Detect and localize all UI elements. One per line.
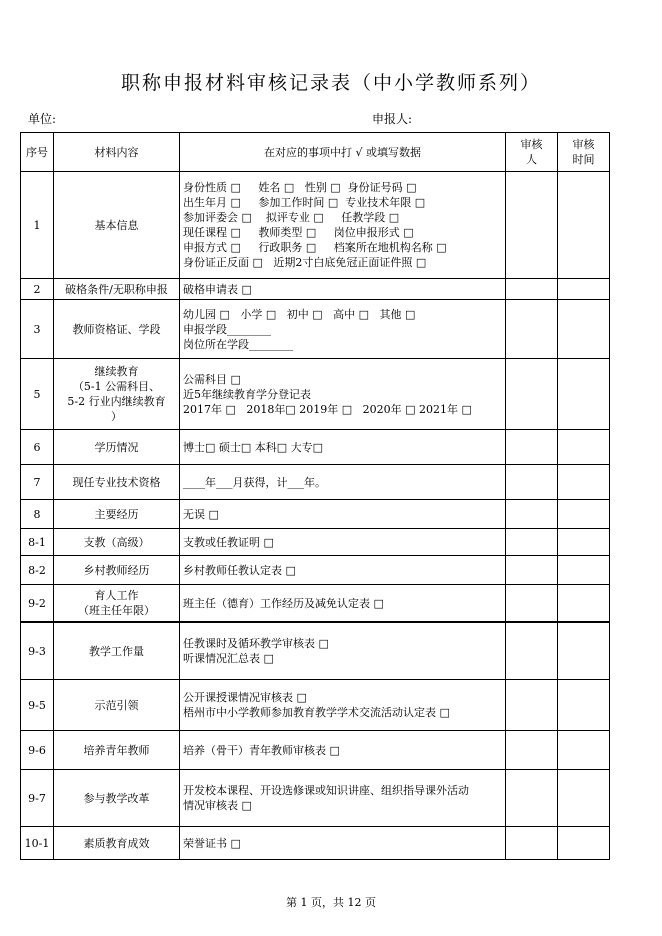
reviewer-cell[interactable]	[506, 827, 558, 860]
detail-line: 现任课程 □ 教师类型 □ 岗位申报形式 □	[183, 226, 414, 239]
row-seq: 9-3	[21, 622, 54, 680]
header-instruction: 在对应的事项中打 √ 或填写数据	[180, 133, 506, 172]
row-detail	[180, 622, 506, 680]
reviewer-cell[interactable]	[506, 172, 558, 279]
reviewer-cell[interactable]	[506, 300, 558, 359]
row-content: 继续教育 （5-1 公需科目、 5-2 行业内继续教育 ）	[54, 359, 180, 430]
row-content: 基本信息	[54, 172, 180, 279]
review-time-cell[interactable]	[558, 465, 610, 500]
row-content: 教师资格证、学段	[54, 300, 180, 359]
reviewer-cell[interactable]	[506, 556, 558, 585]
detail-line: 破格申请表 □	[183, 282, 252, 296]
row-detail	[180, 500, 506, 529]
row-content: 教学工作量	[54, 622, 180, 680]
detail-line: 博士□ 硕士□ 本科□ 大专□	[183, 440, 324, 454]
review-time-cell[interactable]	[558, 585, 610, 623]
row-detail	[180, 529, 506, 556]
row-detail	[180, 430, 506, 465]
table-row	[21, 430, 610, 465]
reviewer-cell[interactable]	[506, 465, 558, 500]
detail-line: 公开课授课情况审核表 □	[183, 691, 307, 704]
row-detail	[180, 827, 506, 860]
review-time-cell[interactable]	[558, 172, 610, 279]
review-time-cell[interactable]	[558, 556, 610, 585]
reviewer-cell[interactable]	[506, 359, 558, 430]
detail-line: ____年___月获得，计___年。	[183, 475, 326, 489]
reporter-label: 申报人:	[372, 112, 413, 126]
header-content: 材料内容	[54, 133, 180, 172]
detail-line: 培养（骨干）青年教师审核表 □	[183, 743, 340, 757]
row-seq: 8-2	[21, 556, 54, 585]
review-time-cell[interactable]	[558, 279, 610, 300]
reviewer-cell[interactable]	[506, 585, 558, 623]
table-row	[21, 585, 610, 623]
row-seq: 8-1	[21, 529, 54, 556]
row-content: 育人工作 （班主任年限）	[54, 585, 180, 623]
detail-line: 2017年 □ 2018年□ 2019年 □ 2020年 □ 2021年 □	[183, 402, 472, 416]
table-row	[21, 731, 610, 770]
row-seq: 1	[21, 172, 54, 279]
row-detail	[180, 585, 506, 623]
row-detail	[180, 172, 506, 279]
detail-line: 支教或任教证明 □	[183, 535, 274, 549]
row-seq: 6	[21, 430, 54, 465]
reviewer-cell[interactable]	[506, 680, 558, 731]
row-content: 乡村教师经历	[54, 556, 180, 585]
detail-line: 身份证正反面 □ 近期2寸白底免冠正面证件照 □	[183, 256, 427, 269]
detail-line: 情况审核表 □	[183, 799, 252, 812]
row-seq: 9-6	[21, 731, 54, 770]
review-time-cell[interactable]	[558, 300, 610, 359]
detail-line: 乡村教师任教认定表 □	[183, 563, 296, 577]
detail-line: 申报学段________	[183, 322, 271, 336]
row-content: 现任专业技术资格	[54, 465, 180, 500]
review-time-cell[interactable]	[558, 430, 610, 465]
reviewer-cell[interactable]	[506, 279, 558, 300]
table-header-row	[21, 133, 610, 172]
row-content: 学历情况	[54, 430, 180, 465]
review-time-cell[interactable]	[558, 731, 610, 770]
row-content: 主要经历	[54, 500, 180, 529]
row-detail	[180, 731, 506, 770]
header-seq: 序号	[21, 133, 54, 172]
row-seq: 7	[21, 465, 54, 500]
table-row	[21, 500, 610, 529]
detail-line: 出生年月 □ 参加工作时间 □ 专业技术年限 □	[183, 196, 426, 209]
page-footer: 第 1 页，共 12 页	[286, 896, 376, 909]
detail-line: 公需科目 □	[183, 372, 241, 386]
detail-line: 任教课时及循环教学审核表 □	[183, 637, 329, 650]
review-time-cell[interactable]	[558, 500, 610, 529]
table-row	[21, 359, 610, 430]
review-time-cell[interactable]	[558, 770, 610, 827]
reviewer-cell[interactable]	[506, 430, 558, 465]
row-seq: 9-2	[21, 585, 54, 623]
reviewer-cell[interactable]	[506, 770, 558, 827]
detail-line: 参加评委会 □ 拟评专业 □ 任教学段 □	[183, 211, 400, 224]
row-detail	[180, 359, 506, 430]
table-row	[21, 680, 610, 731]
detail-line: 开发校本课程、开设选修课或知识讲座、组织指导课外活动	[183, 784, 469, 797]
detail-line: 无误 □	[183, 507, 219, 521]
table-row	[21, 172, 610, 279]
reviewer-cell[interactable]	[506, 622, 558, 680]
table-row	[21, 465, 610, 500]
row-content: 培养青年教师	[54, 731, 180, 770]
unit-label: 单位:	[28, 112, 57, 126]
row-detail	[180, 680, 506, 731]
detail-line: 梧州市中小学教师参加教育教学学术交流活动认定表 □	[183, 706, 450, 719]
row-detail	[180, 770, 506, 827]
table-row	[21, 770, 610, 827]
row-seq: 2	[21, 279, 54, 300]
row-content: 支教（高级）	[54, 529, 180, 556]
detail-line: 申报方式 □ 行政职务 □ 档案所在地机构名称 □	[183, 241, 447, 254]
table-row	[21, 622, 610, 680]
review-time-cell[interactable]	[558, 680, 610, 731]
detail-line: 班主任（德育）工作经历及减免认定表 □	[183, 596, 384, 610]
table-row	[21, 529, 610, 556]
row-seq: 9-5	[21, 680, 54, 731]
review-time-cell[interactable]	[558, 622, 610, 680]
review-time-cell[interactable]	[558, 529, 610, 556]
row-content: 破格条件/无职称申报	[54, 279, 180, 300]
review-table	[20, 132, 610, 860]
review-time-cell[interactable]	[558, 827, 610, 860]
row-detail	[180, 556, 506, 585]
row-detail	[180, 300, 506, 359]
detail-line: 岗位所在学段________	[183, 337, 293, 351]
reviewer-cell[interactable]	[506, 500, 558, 529]
table-body	[21, 172, 610, 860]
header-review-time: 审核 时间	[558, 133, 610, 172]
row-seq: 3	[21, 300, 54, 359]
detail-line: 幼儿园 □ 小学 □ 初中 □ 高中 □ 其他 □	[183, 307, 416, 321]
table-row	[21, 556, 610, 585]
detail-line: 听课情况汇总表 □	[183, 652, 274, 665]
reviewer-cell[interactable]	[506, 731, 558, 770]
page-title: 职称申报材料审核记录表（中小学教师系列）	[120, 72, 541, 94]
detail-line: 身份性质 □ 姓名 □ 性别 □ 身份证号码 □	[183, 181, 417, 194]
row-seq: 10-1	[21, 827, 54, 860]
reviewer-cell[interactable]	[506, 529, 558, 556]
table-row	[21, 300, 610, 359]
detail-line: 近5年继续教育学分登记表	[183, 387, 311, 401]
row-detail	[180, 465, 506, 500]
review-time-cell[interactable]	[558, 359, 610, 430]
table-row	[21, 827, 610, 860]
row-content: 示范引领	[54, 680, 180, 731]
row-detail	[180, 279, 506, 300]
detail-line: 荣誉证书 □	[183, 836, 241, 850]
row-seq: 5	[21, 359, 54, 430]
row-seq: 8	[21, 500, 54, 529]
header-reviewer: 审核 人	[506, 133, 558, 172]
row-seq: 9-7	[21, 770, 54, 827]
row-content: 素质教育成效	[54, 827, 180, 860]
row-content: 参与教学改革	[54, 770, 180, 827]
table-row	[21, 279, 610, 300]
